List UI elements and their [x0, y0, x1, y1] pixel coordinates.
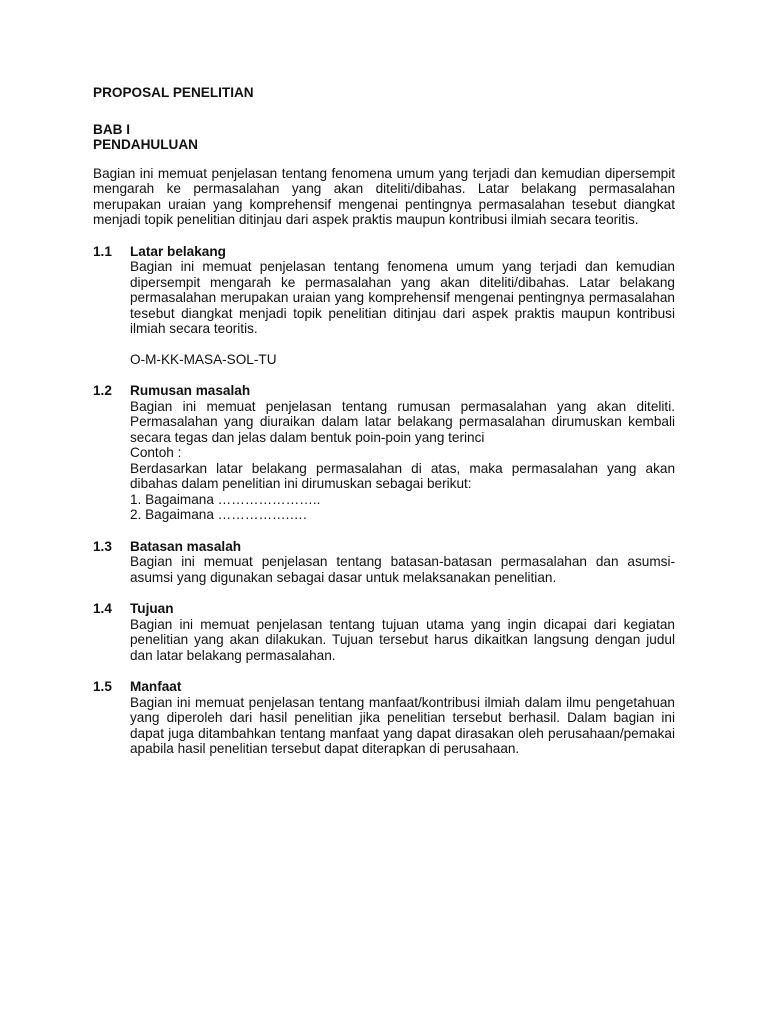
section-tujuan: [93, 601, 675, 663]
section-body: [130, 617, 675, 664]
section-title: Manfaat: [130, 679, 182, 694]
chapter-number: BAB I: [93, 121, 131, 137]
example-paragraph: Berdasarkan latar belakang permasalahan di atas, maka permasalahan yang akan dibahas dalam penelitian ini dirumuskan sebagai berikut:: [130, 460, 675, 491]
document-page: [93, 85, 675, 757]
section-number: 1.2: [93, 383, 112, 398]
section-paragraph: Bagian ini memuat penjelasan tentang rumusan permasalahan yang akan diteliti. Permasalahan yang diuraikan dalam latar belakang permasalahan dirumuskan kembali secara tegas dan jelas dalam bentuk poin-poin yang terinci: [130, 398, 675, 445]
section-batasan-masalah: [93, 539, 675, 586]
section-title: Latar belakang: [130, 243, 226, 259]
document-title: PROPOSAL PENELITIAN: [93, 85, 254, 100]
list-item: 1. Bagaimana …………………..: [130, 491, 321, 507]
section-latar-belakang: [93, 244, 675, 368]
section-heading: [93, 383, 675, 399]
chapter-title: PENDAHULUAN: [93, 137, 198, 152]
section-number: 1.3: [93, 538, 112, 554]
section-paragraph: Bagian ini memuat penjelasan tentang fenomena umum yang terjadi dan kemudian dipersempit mengarah ke permasalahan yang akan diteliti/dibahas. Latar belakang permasalahan merupakan uraian yang komprehensif mengenai pentingnya permasalahan tesebut diangkat menjadi topik penelitian ditinjau dari aspek praktis maupun kontribusi ilmiah secara teoritis.: [130, 259, 675, 336]
section-title: Tujuan: [130, 601, 174, 616]
section-body: [130, 554, 675, 585]
section-rumusan-masalah: [93, 383, 675, 523]
section-number: 1.4: [93, 601, 112, 616]
section-body: [130, 259, 675, 367]
section-paragraph: Bagian ini memuat penjelasan tentang tujuan utama yang ingin dicapai dari kegiatan penelitian yang akan dilakukan. Tujuan tersebut harus dikaitkan langsung dengan judul dan latar belakang permasalahan.: [130, 616, 675, 663]
structure-code: O-M-KK-MASA-SOL-TU: [130, 351, 277, 367]
section-title: Batasan masalah: [130, 538, 242, 554]
list-item: 2. Bagaimana …………….….: [130, 507, 307, 522]
section-title: Rumusan masalah: [130, 383, 251, 398]
section-number: 1.5: [93, 679, 112, 694]
section-paragraph: Bagian ini memuat penjelasan tentang manfaat/kontribusi ilmiah dalam ilmu pengetahuan yang diperoleh dari hasil penelitian jika penelitian tersebut berhasil. Dalam bagian ini dapat juga ditambahkan tentang manfaat yang dapat dirasakan oleh perusahaan/pemakai apabila hasil penelitian tersebut dapat diterapkan di perusahaan.: [130, 694, 675, 756]
intro-paragraph: Bagian ini memuat penjelasan tentang fenomena umum yang terjadi dan kemudian dipersempit mengarah ke permasalahan yang akan diteliti/dibahas. Latar belakang permasalahan merupakan uraian yang komprehensif mengenai pentingnya permasalahan tesebut diangkat menjadi topik penelitian ditinjau dari aspek praktis maupun kontribusi ilmiah secara teoritis.: [93, 165, 675, 227]
section-number: 1.1: [93, 243, 112, 259]
question-list: [130, 492, 675, 523]
section-heading: [93, 601, 675, 617]
section-heading: [93, 244, 675, 260]
section-body: [130, 695, 675, 757]
section-body: [130, 399, 675, 523]
section-heading: [93, 539, 675, 555]
example-label: Contoh :: [130, 445, 182, 460]
section-manfaat: [93, 679, 675, 757]
section-heading: [93, 679, 675, 695]
section-paragraph: Bagian ini memuat penjelasan tentang batasan-batasan permasalahan dan asumsi-asumsi yang digunakan sebagai dasar untuk melaksanakan penelitian.: [130, 554, 675, 585]
